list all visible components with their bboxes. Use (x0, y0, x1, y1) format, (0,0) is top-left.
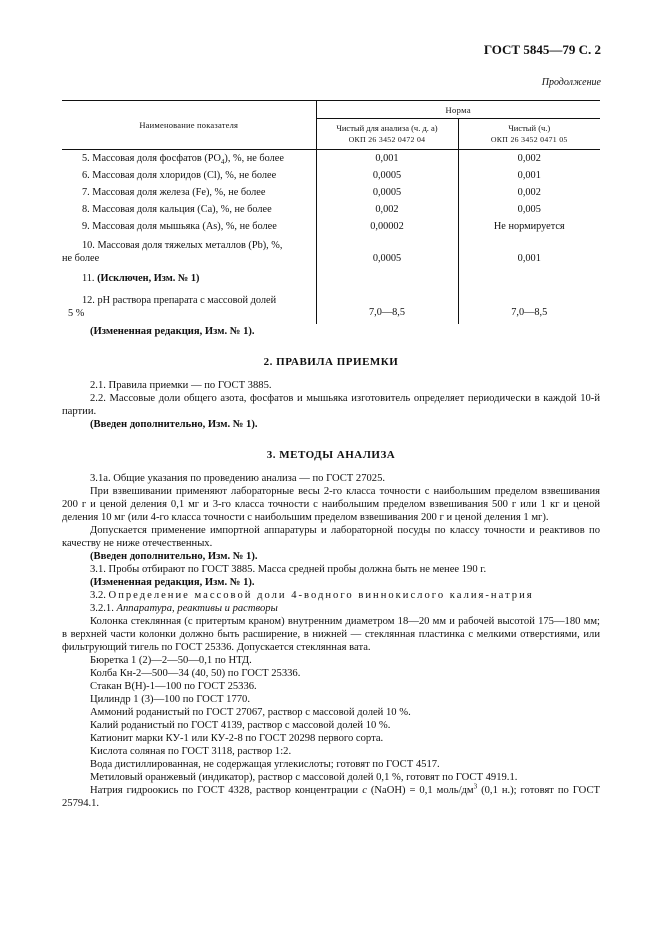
continuation-label: Продолжение (541, 77, 601, 88)
section-3-title: 3. МЕТОДЫ АНАЛИЗА (266, 449, 396, 461)
list-item: Кислота соляная по ГОСТ 3118, раствор 1:2. (90, 746, 292, 757)
list-item: Вода дистиллированная, не содержащая углекислоты; готовят по ГОСТ 4517. (90, 759, 440, 770)
paragraph: Колонка стеклянная (с притертым краном) внутренним диаметром 18—20 мм и рабочей высотой 175—180 мм; в верхней части колонки должно быть расширение, в нижней — стеклянная пластинка с мелкими отверстиями, или фильтрующий тигель по ГОСТ 25336. Допускается стеклянная вата. (62, 616, 600, 653)
column-header-grade-2: Чистый (ч.) ОКП 26 3452 0471 05 (458, 119, 600, 150)
amendment-note: (Измененная редакция, Изм. № 1). (90, 577, 255, 588)
table-row: 5. Массовая доля фосфатов $(PO_4)$, %, не более 0,001 0,002 (62, 150, 600, 168)
amendment-note: (Введен дополнительно, Изм. № 1). (90, 551, 258, 562)
paragraph: Допускается применение импортной аппаратуры и лабораторной посуды по классу точности и реактивов по качеству не ниже отечественных. (62, 525, 600, 549)
section-2-title: 2. ПРАВИЛА ПРИЕМКИ (263, 356, 399, 368)
column-header-norm: Норма (316, 101, 600, 119)
paragraph: При взвешивании применяют лабораторные весы 2-го класса точности с наибольшим пределом взвешивания 200 г и ценой деления 0,1 мг и 3-го класса точности с наибольшим пределом взвешивания 500 г или 1 кг и ценой деления 10 мг (или 4-го класса точности с наибольшим пределом взвешивания 200 г и ценой деления 1 мг). (62, 486, 600, 523)
table-row: 7. Массовая доля железа (Fe), %, не более 0,0005 0,002 (62, 184, 600, 201)
list-item: Цилиндр 1 (3)—100 по ГОСТ 1770. (90, 694, 250, 705)
table-row: 9. Массовая доля мышьяка (As), %, не более 0,00002 Не нормируется (62, 218, 600, 235)
list-item: Колба Кн-2—500—34 (40, 50) по ГОСТ 25336. (90, 668, 301, 679)
document-body (62, 325, 600, 810)
paragraph: Натрия гидроокись по ГОСТ 4328, раствор концентрации c (NaOH) = 0,1 моль/$дм^3$ (0,1 н.); готовят по ГОСТ 25794.1. (62, 782, 600, 809)
list-item: Бюретка 1 (2)—2—50—0,1 по НТД. (90, 655, 252, 666)
paragraph: 3.1а. Общие указания по проведению анализа — по ГОСТ 27025. (90, 473, 386, 484)
table-row: 12. pH раствора препарата с массовой долей 5 % 7,0—8,5 7,0—8,5 (62, 290, 600, 324)
amendment-note: (Введен дополнительно, Изм. № 1). (90, 419, 258, 430)
amendment-note: (Измененная редакция, Изм. № 1). (90, 326, 255, 337)
subsection-heading: 3.2.1. Аппаратура, реактивы и растворы (90, 603, 278, 614)
list-item: Аммоний роданистый по ГОСТ 27067, раствор с массовой долей 10 %. (90, 707, 411, 718)
list-item: Катионит марки КУ-1 или КУ-2-8 по ГОСТ 20298 первого сорта. (90, 733, 384, 744)
table-row: 10. Массовая доля тяжелых металлов (Pb), %, не более 0,0005 0,001 (62, 235, 600, 265)
column-header-grade-1: Чистый для анализа (ч. д. а) ОКП 26 3452 0472 04 (316, 119, 458, 150)
table-row: 8. Массовая доля кальция (Ca), %, не более 0,002 0,005 (62, 201, 600, 218)
list-item: Стакан В(Н)-1—100 по ГОСТ 25336. (90, 681, 257, 692)
column-header-name: Наименование показателя (62, 101, 316, 150)
paragraph: 3.1. Пробы отбирают по ГОСТ 3885. Масса средней пробы должна быть не менее 190 г. (90, 564, 487, 575)
list-item: Метиловый оранжевый (индикатор), раствор с массовой долей 0,1 %, готовят по ГОСТ 4919.1. (90, 772, 518, 783)
table-row: 11. (Исключен, Изм. № 1) (62, 265, 600, 290)
paragraph: 2.1. Правила приемки — по ГОСТ 3885. (90, 380, 272, 391)
norms-table (62, 100, 600, 324)
subsection-heading: 3.2. Определение массовой доли 4-водного виннокислого калия-натрия (90, 590, 534, 601)
paragraph: 2.2. Массовые доли общего азота, фосфатов и мышьяка изготовитель определяет периодически в каждой 10-й партии. (62, 393, 600, 417)
list-item: Калий роданистый по ГОСТ 4139, раствор с массовой долей 10 %. (90, 720, 391, 731)
page-header-title: ГОСТ 5845—79 С. 2 (483, 42, 601, 57)
table-row: 6. Массовая доля хлоридов (Cl), %, не более 0,0005 0,001 (62, 167, 600, 184)
